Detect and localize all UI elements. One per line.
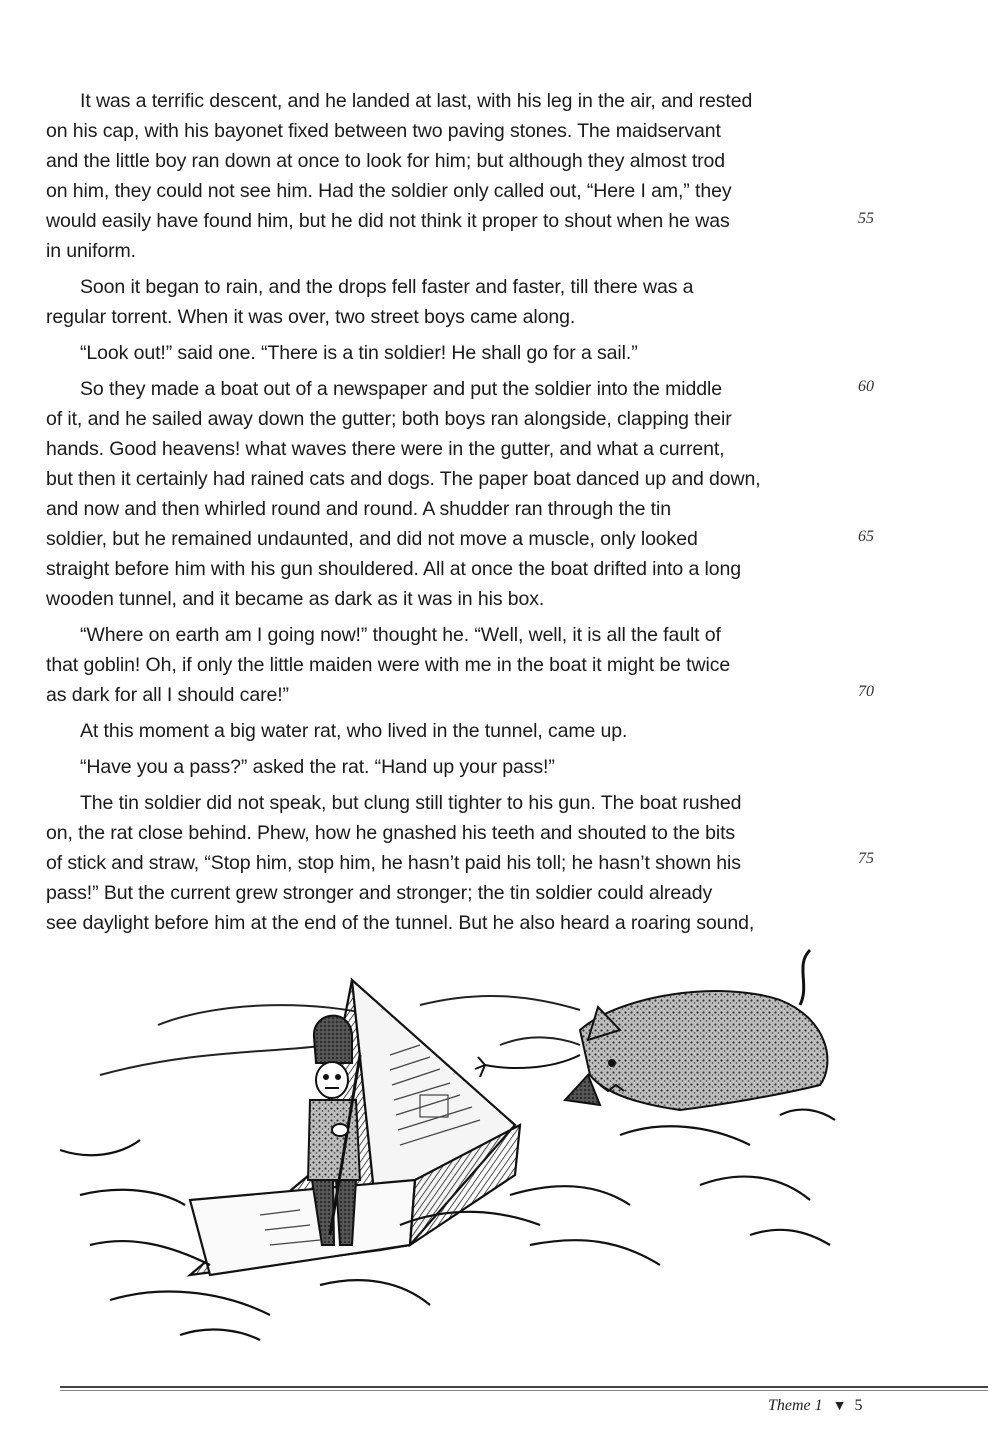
paragraph-4 — [46, 374, 836, 614]
story-text — [46, 86, 836, 944]
tin-soldier — [308, 1016, 360, 1245]
text-line: “Where on earth am I going now!” thought he. “Well, well, it is all the fault of — [80, 624, 721, 646]
text-line: would easily have found him, but he did not think it proper to shout when he was — [46, 210, 730, 232]
text-line: on him, they could not see him. Had the soldier only called out, “Here I am,” they — [46, 180, 732, 202]
text-line: as dark for all I should care!” — [46, 684, 289, 706]
text-line: The tin soldier did not speak, but clung still tighter to his gun. The boat rushed — [80, 792, 742, 814]
text-line: At this moment a big water rat, who lived in the tunnel, came up. — [80, 720, 628, 742]
text-line: pass!” But the current grew stronger and stronger; the tin soldier could already — [46, 882, 713, 904]
text-line: on his cap, with his bayonet fixed between two paving stones. The maidservant — [46, 120, 721, 142]
text-line: Soon it began to rain, and the drops fell faster and faster, till there was a — [80, 276, 694, 298]
paragraph-8 — [46, 788, 836, 938]
text-line: regular torrent. When it was over, two street boys came along. — [46, 306, 576, 328]
line-number-60: 60 — [858, 378, 874, 395]
footer-rule-thin — [60, 1390, 988, 1391]
theme-label: Theme 1 — [768, 1397, 823, 1414]
text-line: straight before him with his gun shouldered. All at once the boat drifted into a long — [46, 558, 742, 580]
paragraph-3 — [46, 338, 836, 368]
line-number-65: 65 — [858, 528, 874, 545]
paragraph-5 — [46, 620, 836, 710]
text-line: soldier, but he remained undaunted, and did not move a muscle, only looked — [46, 528, 698, 550]
water-rat — [475, 950, 827, 1110]
text-line: that goblin! Oh, if only the little maiden were with me in the boat it might be twice — [46, 654, 731, 676]
page-footer — [768, 1394, 863, 1418]
text-line: on, the rat close behind. Phew, how he gnashed his teeth and shouted to the bits — [46, 822, 736, 844]
line-number-70: 70 — [858, 683, 874, 700]
text-line: but then it certainly had rained cats and dogs. The paper boat danced up and down, — [46, 468, 761, 490]
text-line: “Have you a pass?” asked the rat. “Hand up your pass!” — [80, 756, 555, 778]
text-line: of it, and he sailed away down the gutter; both boys ran alongside, clapping their — [46, 408, 732, 430]
paragraph-6 — [46, 716, 836, 746]
text-line: and now and then whirled round and round. A shudder ran through the tin — [46, 498, 671, 520]
paper-boat-rat-illustration — [60, 945, 850, 1365]
paragraph-2 — [46, 272, 836, 332]
text-line: and the little boy ran down at once to look for him; but although they almost trod — [46, 150, 726, 172]
text-line: in uniform. — [46, 240, 136, 262]
text-line: see daylight before him at the end of the tunnel. But he also heard a roaring sound, — [46, 912, 755, 934]
paragraph-1 — [46, 86, 836, 266]
footer-rule — [60, 1386, 988, 1388]
text-line: It was a terrific descent, and he landed at last, with his leg in the air, and rested — [80, 90, 753, 112]
triangle-down-icon: ▼ — [832, 1399, 847, 1414]
text-line: hands. Good heavens! what waves there were in the gutter, and what a current, — [46, 438, 725, 460]
text-line: of stick and straw, “Stop him, stop him, he hasn’t paid his toll; he hasn’t shown his — [46, 852, 741, 874]
line-number-75: 75 — [858, 850, 874, 867]
text-line: wooden tunnel, and it became as dark as it was in his box. — [46, 588, 545, 610]
text-line: “Look out!” said one. “There is a tin soldier! He shall go for a sail.” — [80, 342, 638, 364]
page-number: 5 — [854, 1397, 863, 1414]
line-number-55: 55 — [858, 210, 874, 227]
paragraph-7 — [46, 752, 836, 782]
text-line: So they made a boat out of a newspaper and put the soldier into the middle — [80, 378, 722, 400]
